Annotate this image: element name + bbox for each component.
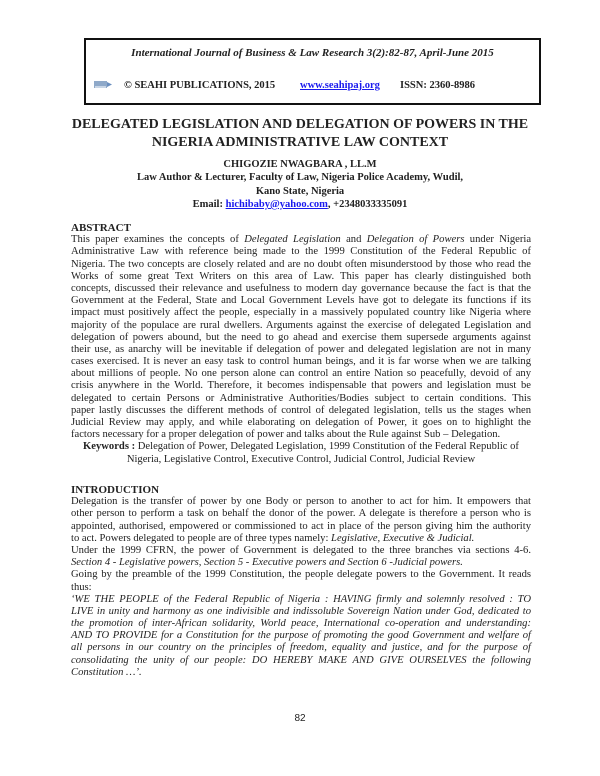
text-line bbox=[71, 295, 531, 307]
keywords-line: Nigeria, Legislative Control, Executive Control, Judicial Control, Judicial Review bbox=[126, 453, 476, 465]
keywords-label: Keywords : bbox=[83, 441, 138, 453]
text-line bbox=[71, 307, 531, 319]
italic-text: Delegated Legislation bbox=[244, 234, 341, 246]
italic-text: Delegation of Powers bbox=[366, 234, 465, 246]
text-line bbox=[71, 618, 531, 630]
italic-text: LIVE in unity and harmony as one indivisible and indissoluble Sovereign Nation under God, dedicated to bbox=[71, 605, 531, 617]
keywords-line bbox=[71, 441, 531, 453]
text-segment: to act. Powers delegated to people are of three types namely: bbox=[71, 532, 332, 544]
text-line bbox=[71, 283, 531, 295]
phone: , +2348033335091 bbox=[327, 198, 408, 210]
email-link[interactable]: hichibaby@yahoo.com bbox=[225, 198, 328, 210]
text-line bbox=[71, 356, 531, 368]
text-line bbox=[71, 655, 531, 667]
text-line bbox=[71, 533, 531, 545]
italic-text: consolidating the unity of our people: DO HEREBY MAKE AND GIVE OURSELVES the following bbox=[71, 654, 531, 666]
text-line bbox=[71, 417, 531, 429]
text-line bbox=[71, 368, 531, 380]
text-line bbox=[71, 667, 531, 679]
text-line bbox=[71, 569, 531, 581]
paper-title bbox=[40, 116, 560, 152]
text-line bbox=[71, 582, 531, 594]
title-line-1: DELEGATED LEGISLATION AND DELEGATION OF POWERS IN THE bbox=[71, 117, 529, 132]
journal-citation: International Journal of Business & Law Research 3(2):82-87, April-June 2015 bbox=[131, 47, 494, 59]
italic-text: all persons in our country on the principles of freedom, equality and justice, and for the purpose of bbox=[71, 642, 531, 654]
text-line bbox=[71, 246, 531, 258]
text-segment: This paper examines the concepts of bbox=[71, 234, 245, 246]
text-segment: under Nigeria bbox=[464, 234, 532, 246]
text-line bbox=[71, 429, 531, 441]
author-location: Kano State, Nigeria bbox=[255, 185, 345, 197]
text-segment: concepts, discussed their relevance and usefulness to modern day governance because the fact is that the bbox=[71, 282, 531, 294]
text-segment: delegated to certain Persons or Administrative Authorities/Bodies subject to certain conditions. This bbox=[71, 392, 531, 404]
text-line bbox=[71, 234, 531, 246]
keywords-text: Delegation of Power, Delegated Legislation, 1999 Constitution of the Federal Republic of bbox=[137, 441, 519, 453]
publisher-copyright: © SEAHI PUBLICATIONS, 2015 bbox=[124, 80, 276, 91]
author-block bbox=[40, 158, 560, 211]
author-contact bbox=[40, 198, 560, 211]
text-segment: Going by the preamble of the 1999 Constitution, the people delegate powers to the Government. It reads bbox=[71, 569, 531, 581]
text-line bbox=[71, 344, 531, 356]
text-segment: appointed, authorised, empowered or commissioned to act in place of the person giving him the authority bbox=[71, 520, 531, 532]
text-line bbox=[71, 405, 531, 417]
text-line bbox=[71, 594, 531, 606]
italic-text: ‘WE THE PEOPLE of the Federal Republic of Nigeria : HAVING firmly and solemnly resolved : TO bbox=[71, 593, 531, 605]
text-segment: their use, as anarchy will be inevitable if delegation of power and delegated legislation are not in many bbox=[71, 343, 531, 355]
text-line bbox=[71, 393, 531, 405]
text-segment: impact must positively affect the people, especially in a massively populated country like Nigeria where bbox=[71, 307, 531, 319]
text-segment: delegation of powers abound, but the need to go ahead and exercise them supersede arguments against bbox=[71, 331, 531, 343]
author-affiliation: Law Author & Lecturer, Faculty of Law, Nigeria Police Academy, Wudil, bbox=[136, 172, 464, 184]
text-segment: Under the 1999 CFRN, the power of Government is delegated to the three branches via sections 4-6. bbox=[71, 544, 531, 556]
text-segment: Works of some great Text Writers on this area of Law. This paper has clearly distinguished both bbox=[71, 270, 531, 282]
text-segment: majority of the populace are rural dwellers. Arguments against the exercise of delegated Legislation and bbox=[71, 319, 531, 331]
abstract-section bbox=[71, 222, 531, 466]
email-label: Email: bbox=[192, 198, 226, 210]
introduction-heading: INTRODUCTION bbox=[71, 484, 160, 496]
italic-text: Legislative, Executive & Judicial. bbox=[331, 532, 475, 544]
seahi-logo-icon bbox=[94, 80, 112, 89]
text-line bbox=[71, 545, 531, 557]
text-segment: Judicial Review may apply, and while elaborating on delegation of Power, it goes on to highlight the bbox=[71, 417, 531, 429]
text-line bbox=[71, 508, 531, 520]
text-line bbox=[71, 271, 531, 283]
text-segment: cases exercised. It is never an easy task to control human beings, and it is far worse when we are talking bbox=[71, 356, 531, 368]
journal-header-box bbox=[84, 38, 541, 105]
text-line bbox=[71, 496, 531, 508]
text-segment: thus: bbox=[71, 581, 92, 593]
text-segment: other person to perform a task on behalf the donor of the power. A delegate is therefore a person who is bbox=[71, 508, 531, 520]
text-line bbox=[71, 557, 531, 569]
text-line bbox=[71, 521, 531, 533]
text-segment: about millions of people. No one person alone can control an entire Nation so peacefully, devoid of any bbox=[71, 368, 531, 380]
page-number: 82 bbox=[294, 713, 306, 724]
text-line bbox=[71, 606, 531, 618]
abstract-body bbox=[71, 234, 531, 441]
text-segment: and bbox=[340, 234, 367, 246]
text-segment: Delegation is the transfer of power by one Body or person to another to act for him. It empowers that bbox=[71, 496, 531, 508]
website-link[interactable]: www.seahipaj.org bbox=[300, 80, 380, 91]
text-line bbox=[71, 259, 531, 271]
italic-text: the promotion of inter-African solidarity, World peace, International co-operation and understanding: bbox=[71, 618, 531, 630]
text-line bbox=[71, 332, 531, 344]
italic-text: AND TO PROVIDE for a Constitution for the purpose of promoting the good Government and welfare of bbox=[71, 630, 531, 642]
author-name: CHIGOZIE NWAGBARA , LL.M bbox=[223, 159, 377, 170]
text-segment: Nigeria. The two concepts are closely related and are no doubt often misunderstood by those who read the bbox=[71, 258, 531, 270]
abstract-heading: ABSTRACT bbox=[71, 222, 131, 234]
text-line bbox=[71, 642, 531, 654]
text-segment: Administrative Law with reference being made to the 1999 Constitution of the Federal Republic of bbox=[71, 246, 531, 258]
issn: ISSN: 2360-8986 bbox=[400, 80, 475, 91]
text-segment: paper lastly discusses the different methods of control of delegated legislation, tells us the stages when bbox=[71, 404, 531, 416]
introduction-section bbox=[71, 484, 531, 679]
text-line bbox=[71, 380, 531, 392]
text-line bbox=[71, 320, 531, 332]
italic-text: Constitution …’. bbox=[71, 666, 142, 678]
italic-text: Section 4 - Legislative powers, Section 5 - Executive powers and Section 6 -Judicial powers. bbox=[71, 557, 463, 569]
text-segment: factors necessary for a proper delegation of power and talks about the Rule against Sub – Delegation. bbox=[71, 429, 501, 441]
text-segment: crisis anywhere in the World. Therefore, it becomes indispensable that powers and legislation must be bbox=[71, 380, 531, 392]
text-segment: Government at the Federal, State and Local Government Levels have got to delegate its functions if its bbox=[71, 295, 531, 307]
introduction-body bbox=[71, 496, 531, 679]
title-line-2: NIGERIA ADMINISTRATIVE LAW CONTEXT bbox=[151, 135, 449, 150]
text-line bbox=[71, 630, 531, 642]
